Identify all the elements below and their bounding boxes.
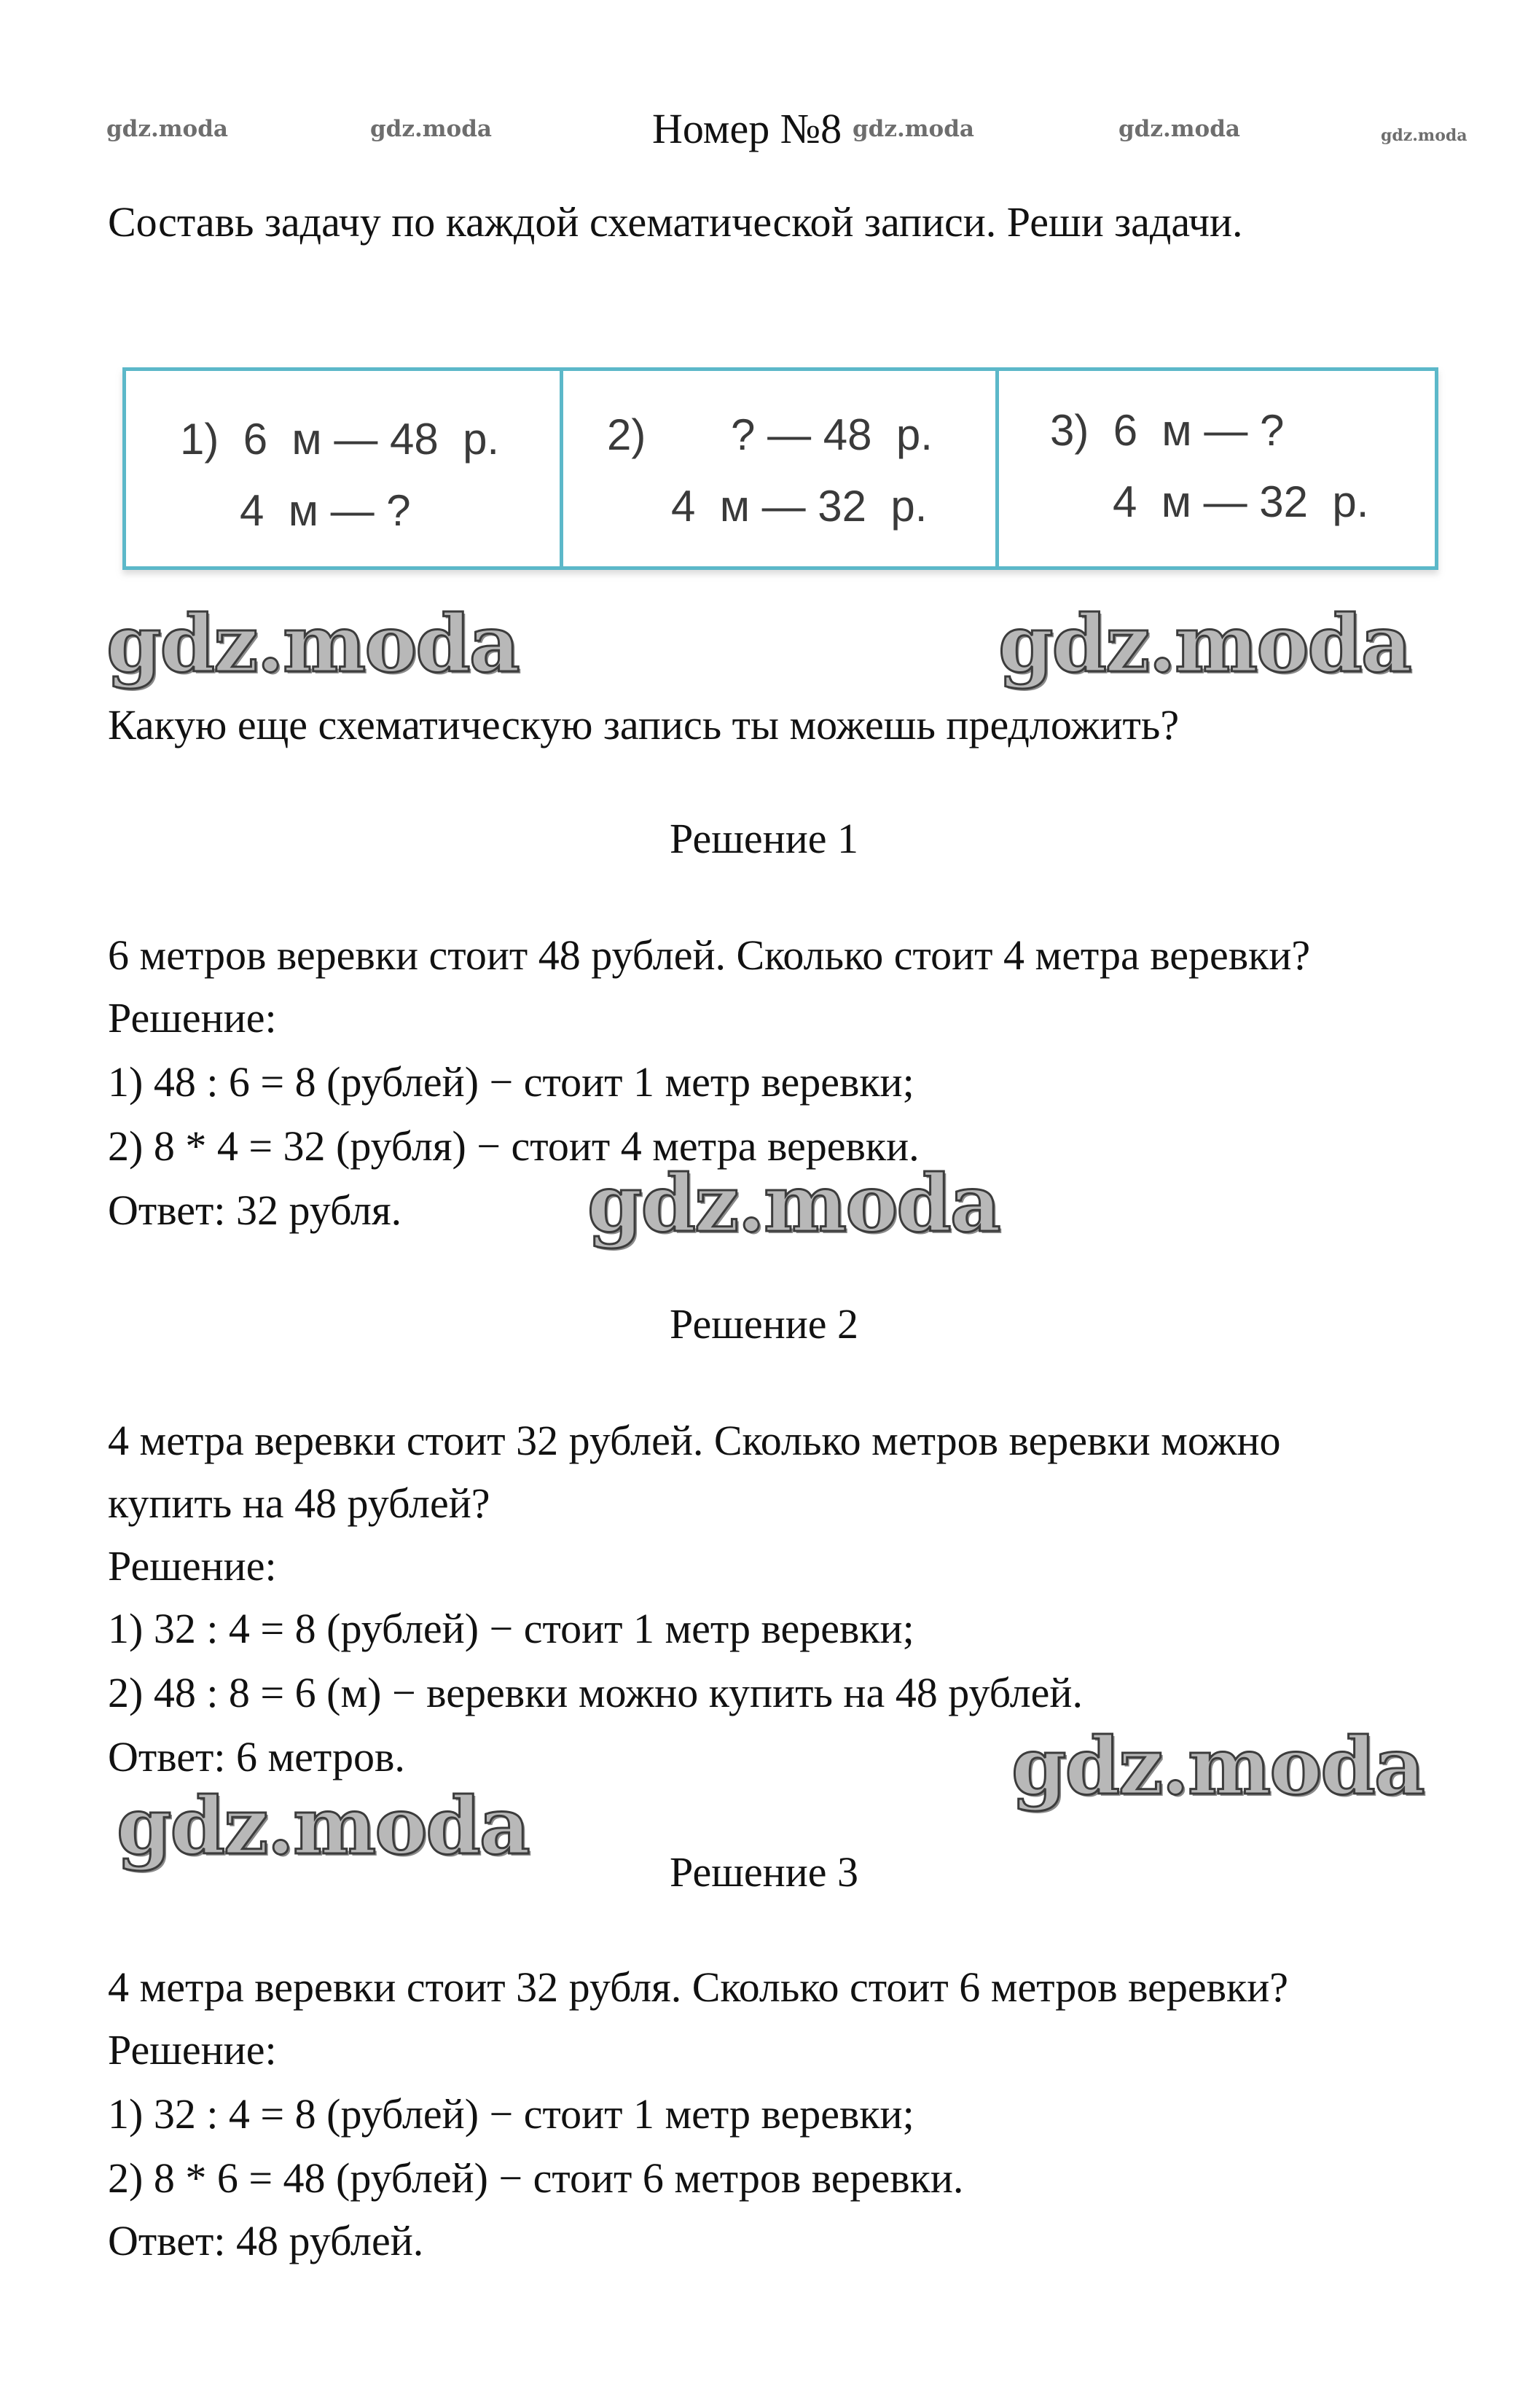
schema-table: [122, 367, 1438, 570]
solution-step: 2) 8 * 4 = 32 (рубля) − стоит 4 метра веревки.: [108, 1122, 920, 1170]
solution-heading: Решение 3: [670, 1848, 858, 1896]
problem-text: купить на 48 рублей?: [108, 1479, 490, 1527]
solution-label: Решение:: [108, 1542, 277, 1590]
schema-line: 2) ? — 48 р.: [607, 410, 933, 459]
page-title: Номер №8: [652, 105, 842, 152]
schema-line: 1) 6 м — 48 р.: [180, 415, 500, 464]
watermark-large: gdz.moda: [998, 598, 1411, 690]
watermark-large: gdz.moda: [117, 1780, 529, 1872]
solution-step: 2) 8 * 6 = 48 (рублей) − стоит 6 метров веревки.: [108, 2154, 964, 2202]
problem-text: 4 метра веревки стоит 32 рубля. Сколько стоит 6 метров веревки?: [108, 1963, 1289, 2011]
solution-step: 2) 48 : 8 = 6 (м) − веревки можно купить на 48 рублей.: [108, 1669, 1083, 1716]
solution-label: Решение:: [108, 994, 277, 1041]
solution-heading: Решение 1: [670, 815, 858, 862]
watermark-large: gdz.moda: [106, 598, 519, 690]
watermark-small: gdz.moda: [106, 116, 228, 142]
solution-step: 1) 32 : 4 = 8 (рублей) − стоит 1 метр веревки;: [108, 2090, 914, 2138]
schema-cell: [563, 371, 999, 566]
watermark-small: gdz.moda: [853, 116, 974, 142]
watermark-tiny: gdz.moda: [1381, 126, 1468, 145]
watermark-small: gdz.moda: [1118, 116, 1240, 142]
solution-heading: Решение 2: [670, 1300, 858, 1348]
answer-text: Ответ: 32 рубля.: [108, 1187, 402, 1234]
solution-step: 1) 32 : 4 = 8 (рублей) − стоит 1 метр веревки;: [108, 1605, 914, 1652]
solution-label: Решение:: [108, 2026, 277, 2073]
schema-cell: [999, 371, 1435, 566]
problem-text: 4 метра веревки стоит 32 рублей. Сколько метров веревки можно: [108, 1417, 1281, 1464]
watermark-large: gdz.moda: [1011, 1721, 1424, 1813]
solution-step: 1) 48 : 6 = 8 (рублей) − стоит 1 метр веревки;: [108, 1058, 914, 1106]
schema-line: 3) 6 м — ?: [1050, 406, 1285, 455]
watermark-large: gdz.moda: [587, 1158, 1000, 1250]
schema-line: 4 м — ?: [240, 486, 411, 535]
schema-line: 4 м — 32 р.: [671, 482, 928, 531]
task-question: Какую еще схематическую запись ты можешь предложить?: [108, 701, 1180, 748]
watermark-small: gdz.moda: [370, 116, 492, 142]
answer-text: Ответ: 48 рублей.: [108, 2217, 424, 2264]
answer-text: Ответ: 6 метров.: [108, 1733, 405, 1780]
schema-line: 4 м — 32 р.: [1113, 477, 1369, 526]
schema-cell: [126, 371, 563, 566]
task-instruction: Составь задачу по каждой схематической записи. Реши задачи.: [108, 198, 1243, 246]
problem-text: 6 метров веревки стоит 48 рублей. Сколько стоит 4 метра веревки?: [108, 931, 1311, 979]
